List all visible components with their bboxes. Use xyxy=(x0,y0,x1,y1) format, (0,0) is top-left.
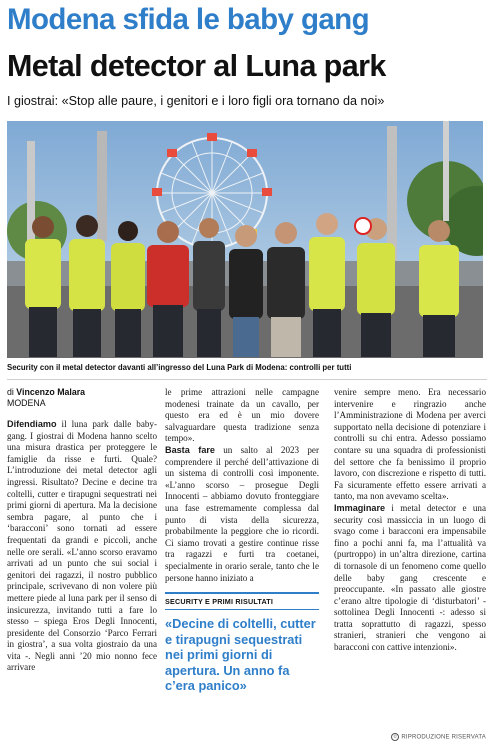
article-photo xyxy=(7,121,483,358)
quote-box-rule xyxy=(165,592,319,594)
lead-in: Basta fare xyxy=(165,444,215,455)
paragraph xyxy=(7,419,157,674)
body-text: i metal detector e una security così massiccia in un luogo di svago come i baracconi era impensabile fino a pochi anni fa, ma l’attualità va (purtroppo) in un’altra direzione, cartina di tornasole di un fenomeno come quello delle baby gang crescente e preoccupante. «In passato alle giostre c’erano altre tipologie di ‘disturbatori’ - sottolinea Degli Innocenti -: adesso si tratta soprattutto di ragazzi, spesso stranieri, stranieri che vengono ai baracconi con cattive intenzioni». xyxy=(334,502,486,653)
byline-prefix: di xyxy=(7,387,17,397)
paragraph xyxy=(334,503,486,654)
paragraph: le prime attrazioni nelle campagne modenesi trainate da un cavallo, per questo era ed è un mio dovere salvaguardare questa tradizione senza tempo». xyxy=(165,387,319,444)
lead-in: Immaginare xyxy=(334,502,386,513)
column-1 xyxy=(7,387,157,674)
lead-in: Difendiamo xyxy=(7,419,57,429)
quote-box-rule-thin xyxy=(165,609,319,610)
copyright-notice xyxy=(334,733,486,741)
body-text: il luna park dalle baby-gang. I giostrai di Modena hanno scelto una misura drastica per proteggere le famiglie da risse e furti. Quale? L’introduzione dei metal detector agli ingressi. Risultato? Decine e decine tra coltelli, cutter e tirapugni sequestrati nei primi giorni di apertura. Ma la decisione sembra pagare, al punto che i ‘baracconi’ sono tornati ad essere frequentati da grandi e piccoli, anche nelle ore serali. «L’anno scorso eravamo arrivati ad un punto che sui social i genitori dei ragazzi, il nostro pubblico principale, scrivevano di non volere più mettere piede al luna park per il senso di insicurezza, invitando tutti a fare lo stesso – spiega Eros Degli Innocenti, presidente del Consorzio ‘Parco Ferrari in giostra’, a sua volta giostraio da una vita -. Negli anni ’20 mio nonno fece arrivare xyxy=(7,419,157,673)
copyright-text: RIPRODUZIONE RISERVATA xyxy=(401,734,486,741)
photo-caption: Security con il metal detector davanti all’ingresso del Luna Park di Modena: controlli per tutti xyxy=(7,363,352,372)
body-text: un salto al 2023 per comprendere il perché dell’attivazione di un sistema di controlli così imponente. «L’anno scorso – prosegue Degli Innocenti – abbiamo dovuto fronteggiare una fase estremamente complessa dal punto di vista della sicurezza, probabilmente la peggiore che io ricordi. Ci siamo trovati a gestire continue risse tra ragazzi e furti tra coetanei, specialmente in orario serale, tanto che le persone hanno iniziato a xyxy=(165,444,319,583)
copyright-icon: © xyxy=(391,733,399,741)
main-headline: Metal detector al Luna park xyxy=(7,49,386,83)
paragraph xyxy=(165,445,319,584)
column-3 xyxy=(334,387,486,654)
dateline: MODENA xyxy=(7,398,46,408)
paragraph: venire sempre meno. Era necessario intervenire e ringrazio anche l’Amministrazione di Modena per averci supportato nella decisione di potenziare i controlli su chi entra. Adesso possiamo contare su una squadra di professionisti del settore che fa benissimo il proprio lavoro, con discrezione e rispetto di tutti. Fa sicuramente effetto essere arrivati a tanto, ma non avevamo scelta». xyxy=(334,387,486,502)
author-name: Vincenzo Malara xyxy=(16,387,86,397)
column-2 xyxy=(165,387,319,694)
divider xyxy=(7,379,487,380)
pull-quote: «Decine di coltelli, cutter e tirapugni sequestrati nei primi giorni di apertura. Un anno fa c’era panico» xyxy=(165,616,316,694)
quote-box-label: SECURITY E PRIMI RISULTATI xyxy=(165,597,274,607)
byline xyxy=(7,387,157,398)
subheadline: I giostrai: «Stop alle paure, i genitori e i loro figli ora tornano da noi» xyxy=(7,94,385,108)
photo-illustration xyxy=(7,121,483,358)
kicker-headline: Modena sfida le baby gang xyxy=(7,3,370,36)
